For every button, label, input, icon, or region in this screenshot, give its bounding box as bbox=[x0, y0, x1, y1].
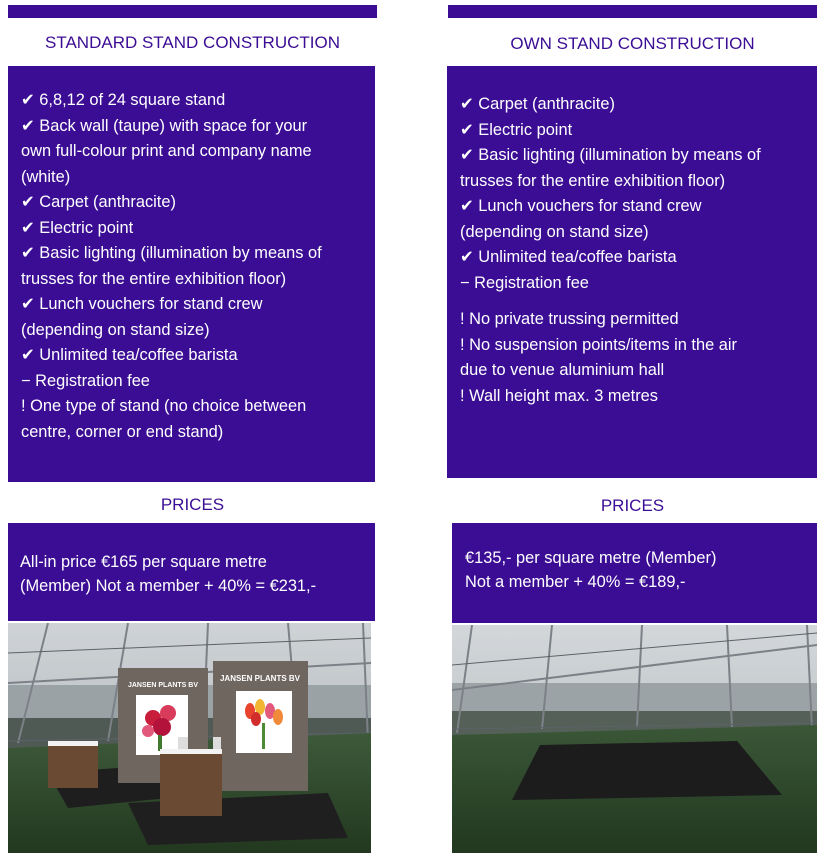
feature-line: ✔ Carpet (anthracite) bbox=[21, 193, 176, 211]
feature-line: ✔ 6,8,12 of 24 square stand bbox=[21, 91, 226, 109]
left-top-bar bbox=[8, 5, 377, 18]
note-line: due to venue aluminium hall bbox=[460, 361, 665, 379]
note-line: ! No suspension points/items in the air bbox=[460, 335, 737, 354]
right-heading: OWN STAND CONSTRUCTION bbox=[510, 34, 755, 53]
price-line: €135,- per square metre (Member) bbox=[465, 549, 717, 567]
feature-line: ✔ Unlimited tea/coffee barista bbox=[460, 248, 677, 266]
stand-sign-right: JANSEN PLANTS BV bbox=[219, 674, 301, 683]
feature-line: ✔ Unlimited tea/coffee barista bbox=[21, 346, 238, 364]
feature-line: trusses for the entire exhibition floor) bbox=[21, 269, 287, 288]
own-features-panel bbox=[447, 66, 817, 478]
feature-line: ! One type of stand (no choice between bbox=[21, 397, 307, 415]
left-prices-heading: PRICES bbox=[160, 495, 225, 514]
feature-line: ✔ Basic lighting (illumination by means of bbox=[460, 146, 761, 164]
feature-line: − Registration fee bbox=[460, 273, 589, 292]
price-line: All-in price €165 per square metre bbox=[20, 553, 267, 571]
price-line: (Member) Not a member + 40% = €231,- bbox=[20, 577, 317, 595]
price-line: Not a member + 40% = €189,- bbox=[465, 573, 686, 591]
feature-line: ✔ Carpet (anthracite) bbox=[460, 95, 615, 113]
feature-line: ✔ Electric point bbox=[460, 120, 573, 139]
feature-line: trusses for the entire exhibition floor) bbox=[460, 171, 726, 190]
feature-line: − Registration fee bbox=[21, 371, 150, 390]
left-price-panel bbox=[8, 523, 375, 621]
note-line: ! Wall height max. 3 metres bbox=[460, 386, 658, 405]
feature-line: ✔ Lunch vouchers for stand crew bbox=[21, 295, 263, 313]
feature-line: ✔ Basic lighting (illumination by means of bbox=[21, 244, 322, 262]
right-prices-heading: PRICES bbox=[600, 496, 665, 515]
feature-line: centre, corner or end stand) bbox=[21, 422, 224, 441]
feature-line: own full-colour print and company name bbox=[21, 142, 312, 160]
standard-features-panel bbox=[8, 66, 375, 482]
feature-line: (white) bbox=[21, 167, 71, 186]
feature-line: ✔ Electric point bbox=[21, 218, 134, 237]
feature-line: ✔ Lunch vouchers for stand crew bbox=[460, 197, 702, 215]
own-stand-photo bbox=[452, 625, 817, 853]
right-top-bar bbox=[448, 5, 817, 18]
stand-sign-left: JANSEN PLANTS BV bbox=[127, 682, 199, 689]
feature-line: (depending on stand size) bbox=[21, 320, 210, 339]
standard-stand-photo bbox=[8, 623, 371, 853]
feature-line: (depending on stand size) bbox=[460, 222, 649, 241]
right-price-panel bbox=[452, 523, 817, 623]
feature-line: ✔ Back wall (taupe) with space for your bbox=[21, 116, 308, 135]
note-line: ! No private trussing permitted bbox=[460, 310, 679, 328]
left-heading: STANDARD STAND CONSTRUCTION bbox=[45, 33, 340, 52]
